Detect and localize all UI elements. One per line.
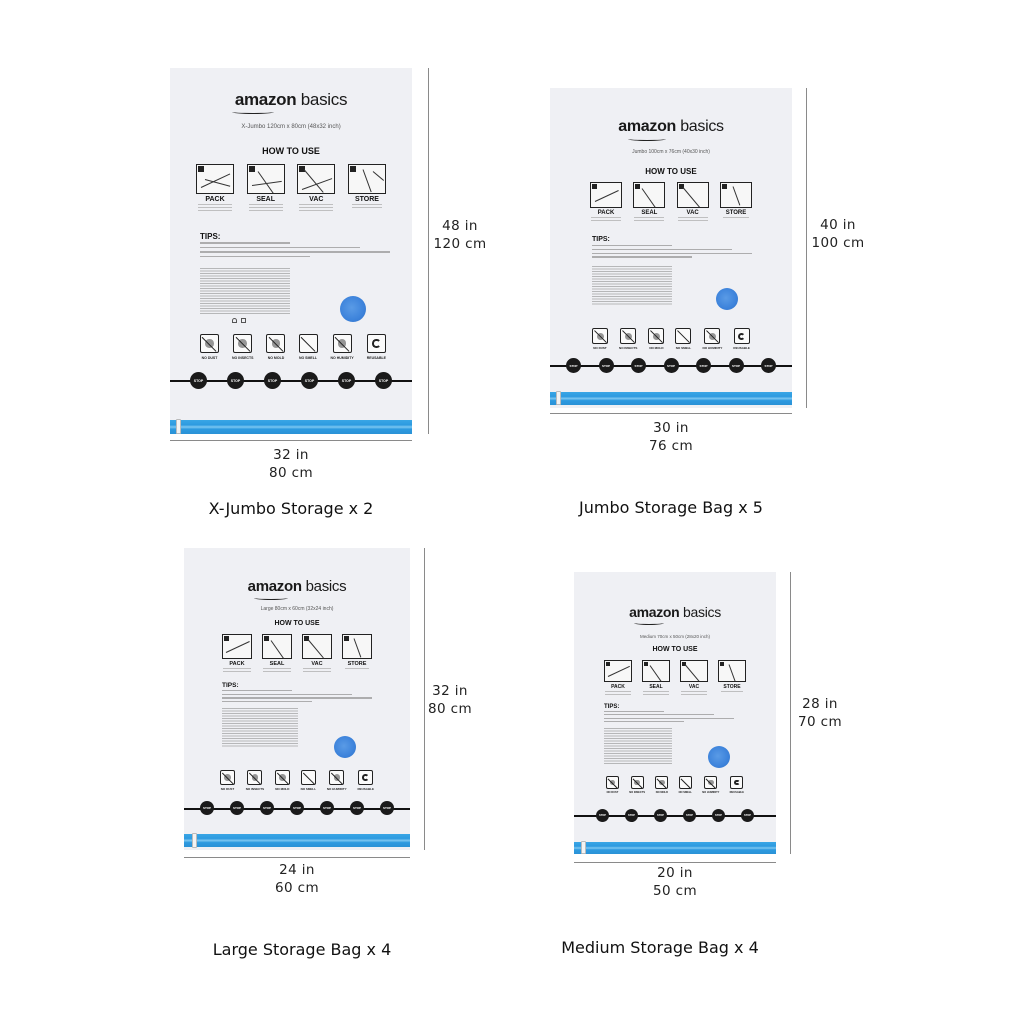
height-dimension-line <box>806 88 807 408</box>
brand-logo <box>574 604 776 620</box>
seal-illustration-icon <box>262 634 292 659</box>
feature-label: NO MOLD <box>649 346 664 350</box>
height-in: 28 in <box>802 696 838 712</box>
no-insects-icon <box>619 328 637 350</box>
brand-part1: amazon <box>234 90 297 109</box>
tips-list <box>222 690 372 702</box>
step-store <box>348 164 386 211</box>
step-vac <box>680 660 708 696</box>
brand-logo <box>184 578 410 595</box>
reusable-icon <box>733 328 750 350</box>
width-cm: 60 cm <box>274 880 320 896</box>
step-seal <box>262 634 292 674</box>
bag-caption: X-Jumbo Storage x 2 <box>208 499 374 518</box>
brand-part2: basics <box>300 90 348 109</box>
amazon-smile-icon <box>254 596 288 600</box>
feature-label: NO HUMIDITY <box>702 346 723 350</box>
store-illustration-icon <box>342 634 372 659</box>
width-dimension-label <box>574 864 776 900</box>
height-cm: 100 cm <box>811 235 865 251</box>
no-humidity-icon <box>702 776 719 794</box>
step-seal <box>633 182 665 223</box>
howto-title: HOW TO USE <box>274 620 320 627</box>
brand-part1: amazon <box>618 118 677 135</box>
stop-marker-icon: STOP <box>729 358 744 373</box>
stop-marker-icon: STOP <box>375 372 392 389</box>
no-dust-icon <box>592 328 608 350</box>
feature-label: NO DUST <box>201 356 218 360</box>
feature-icons <box>200 334 386 360</box>
feature-label: NO DUST <box>220 787 235 791</box>
step-label: STORE <box>723 684 741 690</box>
stop-marker-icon: STOP <box>664 358 679 373</box>
store-illustration-icon <box>720 182 752 208</box>
feature-label: NO MOLD <box>267 356 285 360</box>
stop-marker-icon: STOP <box>338 372 355 389</box>
zipper-slider <box>176 419 181 434</box>
height-dimension-line <box>428 68 429 434</box>
width-in: 30 in <box>653 420 689 436</box>
height-dimension-label <box>808 216 868 252</box>
no-mold-icon <box>648 328 664 350</box>
no-smell-icon <box>299 334 318 360</box>
bag-caption: Medium Storage Bag x 4 <box>561 938 759 957</box>
store-illustration-icon <box>348 164 386 194</box>
pack-illustration-icon <box>222 634 252 659</box>
step-label: SEAL <box>649 684 663 690</box>
no-mold-icon <box>275 770 290 791</box>
howto-steps <box>222 634 372 674</box>
feature-label: NO HUMIDITY <box>326 787 347 791</box>
step-store <box>720 182 752 223</box>
howto-steps <box>196 164 386 211</box>
seal-illustration-icon <box>642 660 670 682</box>
step-label: VAC <box>311 661 323 667</box>
tips-list <box>604 711 734 722</box>
step-pack <box>604 660 632 696</box>
height-in: 40 in <box>820 217 856 233</box>
width-cm: 76 cm <box>648 438 694 454</box>
fine-print <box>222 708 298 748</box>
bag-size-line: Medium 70cm x 50cm (28x20 inch) <box>639 634 711 639</box>
amazon-smile-icon <box>232 110 274 114</box>
zipper-seal <box>170 420 412 434</box>
height-in: 48 in <box>442 218 478 234</box>
air-valve <box>334 736 356 758</box>
seal-illustration-icon <box>247 164 285 194</box>
bag-medium-image <box>574 572 776 854</box>
zipper-seal <box>574 842 776 854</box>
stop-marker-icon: STOP <box>696 358 711 373</box>
howto-title: HOW TO USE <box>645 167 697 176</box>
stop-marker-icon: STOP <box>683 809 696 822</box>
reusable-icon <box>367 334 386 360</box>
store-illustration-icon <box>718 660 746 682</box>
zipper-slider <box>556 391 561 405</box>
height-in: 32 in <box>432 683 468 699</box>
stop-marker-icon: STOP <box>599 358 614 373</box>
brand-part1: amazon <box>629 604 680 620</box>
tips-list <box>592 245 752 258</box>
reusable-icon <box>730 776 744 794</box>
step-vac <box>302 634 332 674</box>
width-in: 24 in <box>279 862 315 878</box>
feature-label: REUSABLE <box>733 346 750 350</box>
vac-illustration-icon <box>302 634 332 659</box>
no-mold-icon <box>655 776 668 794</box>
height-dimension-label <box>430 217 490 253</box>
brand-part2: basics <box>683 604 721 620</box>
stop-marker-icon: STOP <box>200 801 214 815</box>
air-valve <box>340 296 366 322</box>
tips-title: TIPS: <box>592 236 610 243</box>
bag-size-line: X-Jumbo 120cm x 80cm (48x32 inch) <box>241 124 341 130</box>
reusable-icon <box>357 770 374 791</box>
bag-caption: Jumbo Storage Bag x 5 <box>579 498 763 517</box>
zipper-slider <box>581 841 586 854</box>
stop-marker-icon: STOP <box>227 372 244 389</box>
no-smell-icon <box>679 776 692 794</box>
howto-title: HOW TO USE <box>652 646 698 653</box>
width-dimension-label <box>550 419 792 455</box>
stop-markers <box>200 801 394 815</box>
step-label: SEAL <box>269 661 285 667</box>
bag-size-line: Jumbo 100cm x 76cm (40x30 inch) <box>632 149 710 155</box>
no-mold-icon <box>266 334 285 360</box>
tips-title: TIPS: <box>200 232 221 241</box>
height-dimension-label <box>420 682 480 718</box>
no-insects-icon <box>232 334 253 360</box>
vac-illustration-icon <box>680 660 708 682</box>
step-pack <box>222 634 252 674</box>
feature-label: NO SMELL <box>675 346 692 350</box>
width-cm: 50 cm <box>652 883 698 899</box>
width-dimension-line <box>170 440 412 441</box>
stop-marker-icon: STOP <box>741 809 754 822</box>
stop-marker-icon: STOP <box>712 809 725 822</box>
feature-label: NO MOLD <box>655 791 668 794</box>
bag-size-line: Large 80cm x 60cm (32x24 inch) <box>260 606 334 612</box>
no-humidity-icon <box>703 328 723 350</box>
air-valve <box>708 746 730 768</box>
fine-print <box>592 266 672 306</box>
no-dust-icon <box>220 770 235 791</box>
step-label: SEAL <box>641 210 658 216</box>
step-seal <box>247 164 285 211</box>
stop-markers <box>596 809 754 822</box>
step-label: SEAL <box>256 196 275 203</box>
no-humidity-icon <box>331 334 354 360</box>
stop-marker-icon: STOP <box>264 372 281 389</box>
feature-label: NO INSECTS <box>245 787 265 791</box>
feature-icons <box>606 776 744 794</box>
feature-label: NO MOLD <box>275 787 290 791</box>
tips-title: TIPS: <box>604 704 620 710</box>
step-label: VAC <box>309 196 324 203</box>
feature-label: NO DUST <box>606 791 619 794</box>
width-dimension-label <box>170 446 412 482</box>
no-smell-icon <box>675 328 691 350</box>
feature-label: REUSABLE <box>729 791 744 794</box>
amazon-smile-icon <box>634 621 664 625</box>
recycling-marks <box>232 318 246 323</box>
step-label: STORE <box>347 661 367 667</box>
stop-marker-icon: STOP <box>290 801 304 815</box>
feature-label: NO HUMIDITY <box>330 356 354 360</box>
step-vac <box>297 164 335 211</box>
zipper-seal <box>184 834 410 847</box>
bag-caption: Large Storage Bag x 4 <box>212 940 392 959</box>
step-pack <box>590 182 622 223</box>
width-dimension-line <box>550 413 792 414</box>
step-seal <box>642 660 670 696</box>
step-store <box>342 634 372 674</box>
no-dust-icon <box>606 776 619 794</box>
tips-list <box>200 242 390 257</box>
stop-marker-icon: STOP <box>625 809 638 822</box>
tips-title: TIPS: <box>222 682 239 689</box>
feature-label: NO SMELL <box>300 787 317 791</box>
bag-jumbo-image <box>550 88 792 408</box>
stop-marker-icon: STOP <box>566 358 581 373</box>
air-valve <box>716 288 738 310</box>
stop-marker-icon: STOP <box>230 801 244 815</box>
stop-marker-icon: STOP <box>761 358 776 373</box>
stop-marker-icon: STOP <box>190 372 207 389</box>
brand-part2: basics <box>680 118 724 135</box>
stop-marker-icon: STOP <box>631 358 646 373</box>
step-store <box>718 660 746 696</box>
no-insects-icon <box>629 776 645 794</box>
fine-print <box>604 728 672 764</box>
brand-part1: amazon <box>247 578 302 595</box>
step-label: PACK <box>229 661 245 667</box>
amazon-smile-icon <box>628 137 666 141</box>
brand-logo <box>550 118 792 136</box>
step-label: PACK <box>597 210 615 216</box>
bag-xjumbo-image <box>170 68 412 434</box>
width-cm: 80 cm <box>268 465 314 481</box>
step-pack <box>196 164 234 211</box>
vac-illustration-icon <box>297 164 335 194</box>
stop-marker-icon: STOP <box>654 809 667 822</box>
fine-print <box>200 268 290 314</box>
seal-illustration-icon <box>633 182 665 208</box>
no-smell-icon <box>301 770 317 791</box>
stop-marker-icon: STOP <box>301 372 318 389</box>
no-humidity-icon <box>327 770 347 791</box>
feature-label: NO INSECTS <box>629 791 646 794</box>
height-cm: 120 cm <box>433 236 487 252</box>
zipper-seal <box>550 392 792 405</box>
pack-illustration-icon <box>604 660 632 682</box>
step-label: STORE <box>725 210 747 216</box>
zipper-slider <box>192 833 197 848</box>
no-dust-icon <box>200 334 219 360</box>
height-cm: 70 cm <box>797 714 843 730</box>
width-dimension-label <box>184 861 410 897</box>
step-vac <box>677 182 709 223</box>
step-label: VAC <box>686 210 699 216</box>
brand-logo <box>170 90 412 110</box>
stop-marker-icon: STOP <box>350 801 364 815</box>
width-in: 20 in <box>657 865 693 881</box>
vac-illustration-icon <box>677 182 709 208</box>
width-dimension-line <box>574 862 776 863</box>
stop-marker-icon: STOP <box>380 801 394 815</box>
feature-label: NO HUMIDITY <box>702 791 720 794</box>
stop-markers <box>190 372 392 389</box>
feature-label: REUSABLE <box>366 356 386 360</box>
step-label: STORE <box>354 196 379 203</box>
step-label: VAC <box>688 684 700 690</box>
stop-markers <box>566 358 776 373</box>
no-insects-icon <box>246 770 264 791</box>
step-label: PACK <box>611 684 625 690</box>
stop-marker-icon: STOP <box>596 809 609 822</box>
feature-icons <box>592 328 750 350</box>
step-label: PACK <box>205 196 225 203</box>
howto-steps <box>604 660 746 696</box>
pack-illustration-icon <box>196 164 234 194</box>
stop-marker-icon: STOP <box>260 801 274 815</box>
brand-part2: basics <box>305 578 347 595</box>
feature-label: NO INSECTS <box>619 346 638 350</box>
bag-large-image <box>184 548 410 850</box>
height-cm: 80 cm <box>427 701 473 717</box>
feature-icons <box>220 770 374 791</box>
height-dimension-label <box>790 695 850 731</box>
width-dimension-line <box>184 857 410 858</box>
feature-label: NO INSECTS <box>232 356 254 360</box>
howto-steps <box>590 182 752 223</box>
feature-label: NO SMELL <box>298 356 318 360</box>
stop-marker-icon: STOP <box>320 801 334 815</box>
feature-label: NO DUST <box>593 346 607 350</box>
howto-title: HOW TO USE <box>262 146 320 156</box>
feature-label: REUSABLE <box>357 787 374 791</box>
feature-label: NO SMELL <box>678 791 693 794</box>
width-in: 32 in <box>273 447 309 463</box>
pack-illustration-icon <box>590 182 622 208</box>
